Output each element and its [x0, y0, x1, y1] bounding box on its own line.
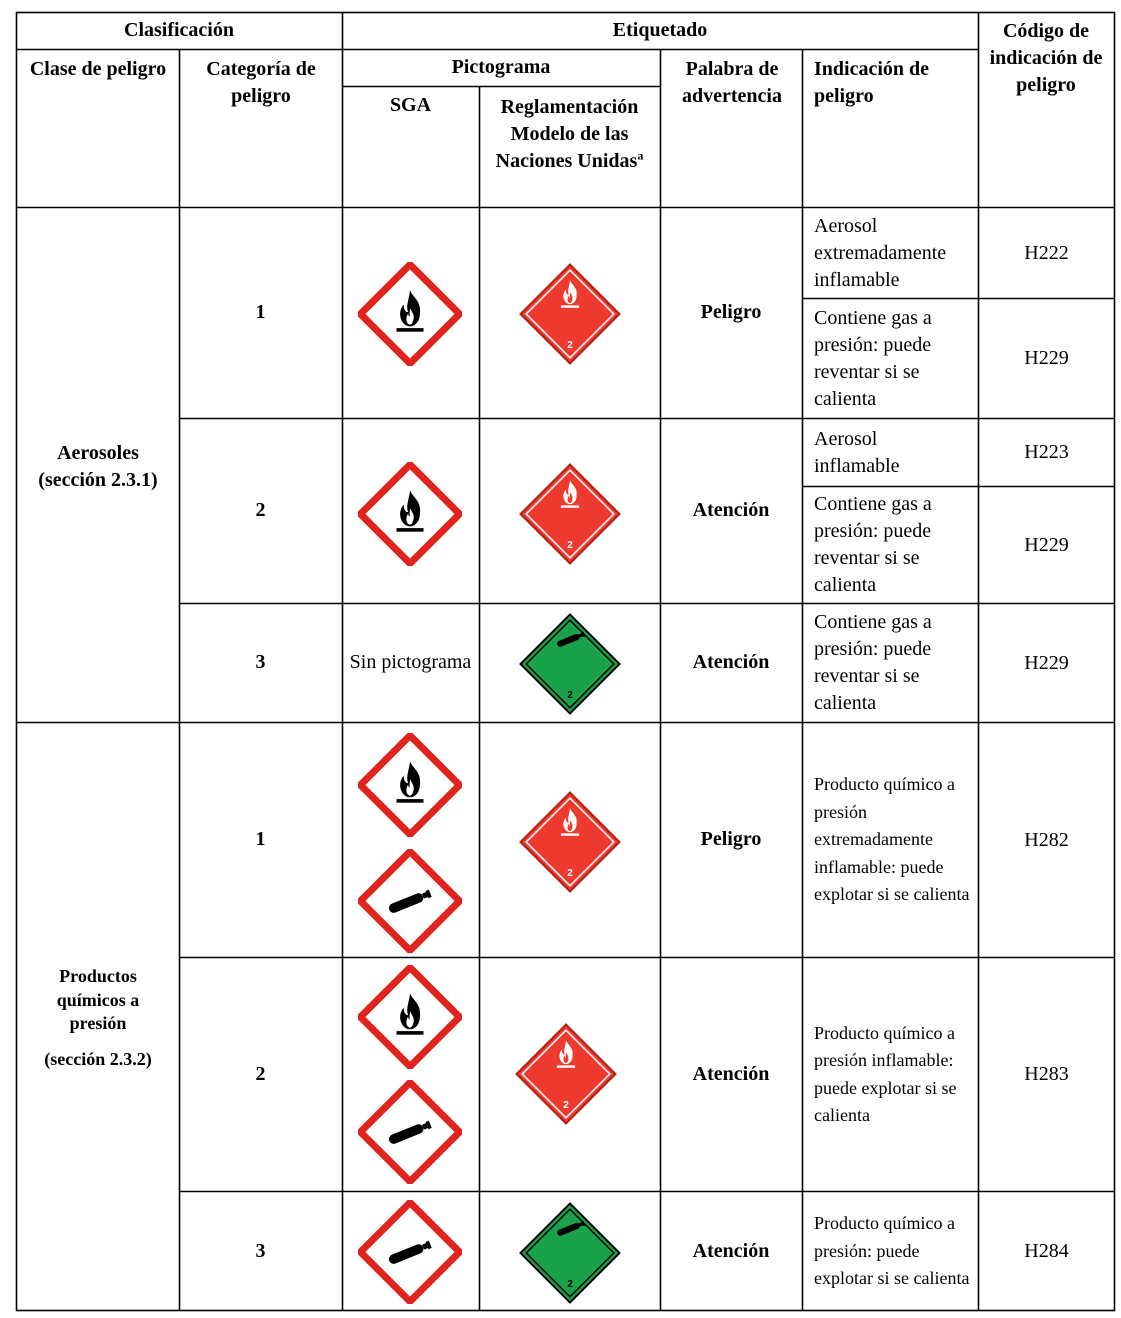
category-cell: 2 [255, 499, 266, 521]
un-class-number: 2 [567, 540, 573, 551]
category-cell: 3 [255, 1239, 266, 1262]
signal-word: Atención [692, 1062, 770, 1085]
hazard-code: H229 [1024, 347, 1069, 369]
un-non-flammable-gas-label [518, 1201, 622, 1305]
ghs-flame-pictogram [358, 733, 462, 837]
signal-word: Atención [692, 1239, 770, 1262]
ghs-gas-cylinder-pictogram [358, 1200, 462, 1304]
ghs-flame-pictogram [358, 462, 462, 566]
hazard-code: H229 [1024, 533, 1069, 556]
header-palabra: Palabra de advertencia [682, 58, 782, 107]
group-aerosoles-section: (sección 2.3.1) [38, 469, 158, 491]
header-reglamentacion-text: Reglamentación Modelo de las Naciones Unidas [495, 96, 639, 172]
hazard-code: H284 [1024, 1240, 1069, 1262]
un-flammable-gas-label [518, 790, 622, 894]
category-cell: 1 [255, 301, 266, 323]
hazard-code: H283 [1024, 1063, 1069, 1085]
header-reglamentacion-sup: a [637, 148, 644, 163]
un-flammable-gas-label [514, 1022, 618, 1126]
un-flammable-gas-label [518, 262, 622, 366]
signal-word: Atención [692, 651, 770, 673]
hazard-statement: Aerosol inflamable [814, 427, 900, 477]
un-non-flammable-gas-label [518, 612, 622, 716]
ghs-flame-pictogram [358, 965, 462, 1069]
header-clase: Clase de peligro [29, 58, 167, 80]
un-class-number: 2 [567, 1279, 573, 1290]
group-aerosoles-name: Aerosoles [57, 442, 139, 464]
header-pictograma: Pictograma [451, 56, 551, 78]
ghs-flame-pictogram [358, 262, 462, 366]
header-categoria: Categoría de peligro [206, 58, 316, 107]
hazard-statement: Contiene gas a presión: puede reventar si se calienta [814, 611, 932, 714]
hazard-code: H223 [1024, 441, 1069, 463]
hazard-code: H222 [1024, 241, 1069, 264]
un-class-number: 2 [567, 340, 573, 351]
un-class-number: 2 [563, 1100, 569, 1111]
group-productos [18, 962, 178, 1074]
ghs-gas-cylinder-pictogram [358, 1080, 462, 1184]
group-productos-section: (sección 2.3.2) [44, 1048, 152, 1069]
group-aerosoles [18, 438, 178, 496]
un-class-number: 2 [567, 690, 573, 701]
header-codigo: Código de indicación de peligro [989, 20, 1103, 96]
hazard-code: H282 [1024, 828, 1069, 851]
category-cell: 1 [255, 828, 266, 850]
header-etiquetado: Etiquetado [612, 19, 708, 41]
group-productos-name: Productos químicos a presión [56, 966, 140, 1033]
signal-word: Peligro [700, 301, 762, 323]
hazard-code: H229 [1024, 651, 1069, 674]
hazard-statement: Producto químico a presión inflamable: puede explotar si se calienta [814, 1022, 957, 1125]
ghs-gas-cylinder-pictogram [358, 849, 462, 953]
category-cell: 2 [255, 1062, 266, 1085]
hazard-statement: Contiene gas a presión: puede reventar si se calienta [814, 493, 932, 596]
un-flammable-gas-label [518, 462, 622, 566]
signal-word: Peligro [700, 828, 762, 850]
hazard-statement: Contiene gas a presión: puede reventar si se calienta [814, 306, 932, 410]
header-clasificacion: Clasificación [124, 19, 234, 41]
header-reglamentacion [482, 94, 657, 206]
category-cell: 3 [255, 651, 266, 673]
header-indicacion: Indicación de peligro [814, 58, 930, 107]
signal-word: Atención [692, 499, 770, 521]
hazard-statement: Aerosol extremadamente inflamable [814, 214, 947, 291]
hazard-statement: Producto químico a presión extremadamente inflamable: puede explotar si se calienta [814, 774, 970, 905]
no-pictogram-text: Sin pictograma [349, 651, 472, 673]
un-class-number: 2 [567, 868, 573, 879]
header-sga: SGA [389, 94, 432, 116]
hazard-statement: Producto químico a presión: puede explotar si se calienta [814, 1213, 970, 1289]
